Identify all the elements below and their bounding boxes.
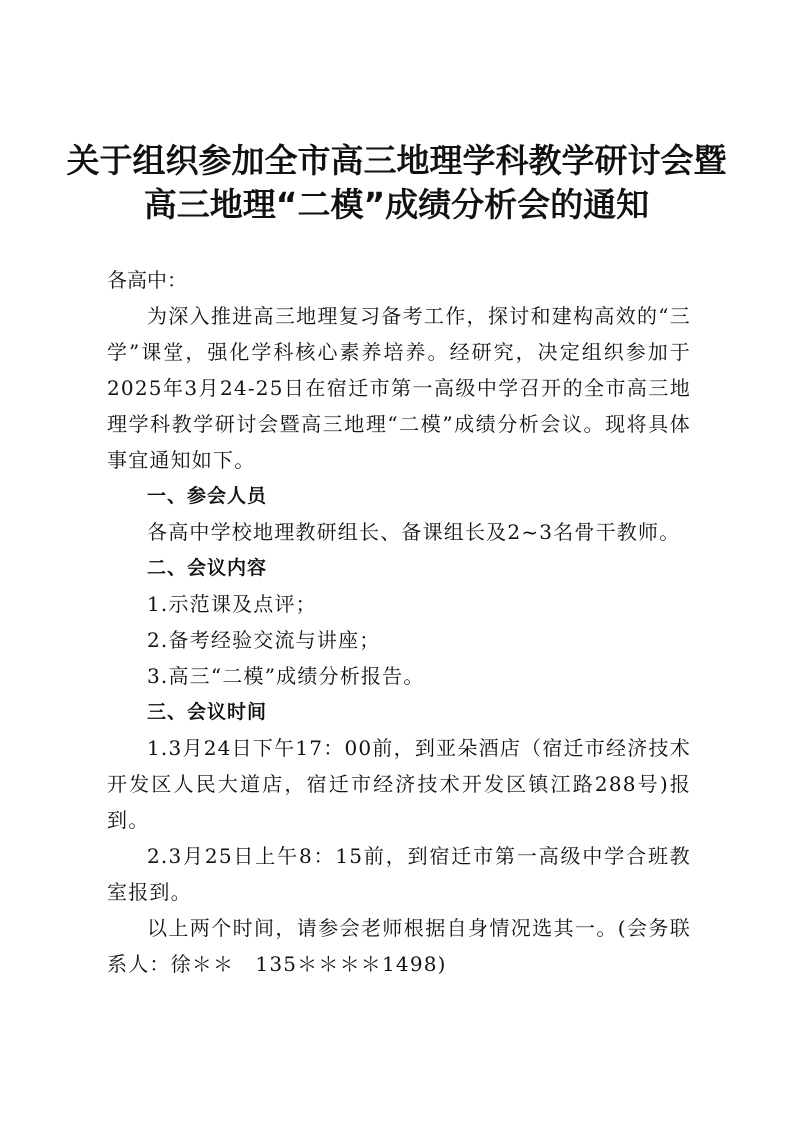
- time-item-1: 1.3月24日下午17：00前，到亚朵酒店（宿迁市经济技术开发区人民大道店，宿迁市经济技术开发区镇江路288号)报到。: [107, 736, 691, 832]
- attendees-text: 各高中学校地理教研组长、备课组长及2~3名骨干教师。: [147, 520, 681, 544]
- salutation: 各高中：: [107, 268, 187, 292]
- intro-paragraph: 为深入推进高三地理复习备考工作，探讨和建构高效的“三学”课堂，强化学科核心素养培养。经研究，决定组织参加于2025年3月24-25日在宿迁市第一高级中学召开的全市高三地理学科教学研讨会暨高三地理“二模”成绩分析会议。现将具体事宜通知如下。: [107, 304, 691, 472]
- document-body: [107, 262, 691, 982]
- content-item-3: 3.高三“二模”成绩分析报告。: [147, 664, 425, 688]
- section-heading-content: 二、会议内容: [147, 557, 268, 579]
- time-item-2: 2.3月25日上午8：15前，到宿迁市第一高级中学合班教室报到。: [107, 844, 691, 904]
- content-item-2: 2.备考经验交流与讲座；: [147, 628, 381, 652]
- document-title-line-2: 高三地理“二模”成绩分析会的通知: [143, 185, 650, 224]
- section-heading-time: 三、会议时间: [147, 701, 268, 723]
- section-heading-attendees: 一、参会人员: [147, 485, 268, 507]
- document-title-line-1: 关于组织参加全市高三地理学科教学研讨会暨: [66, 141, 727, 180]
- closing-paragraph: 以上两个时间，请参会老师根据自身情况选其一。(会务联系人：徐＊＊ 135＊＊＊＊1498): [107, 916, 691, 976]
- content-item-1: 1.示范课及点评；: [147, 592, 317, 616]
